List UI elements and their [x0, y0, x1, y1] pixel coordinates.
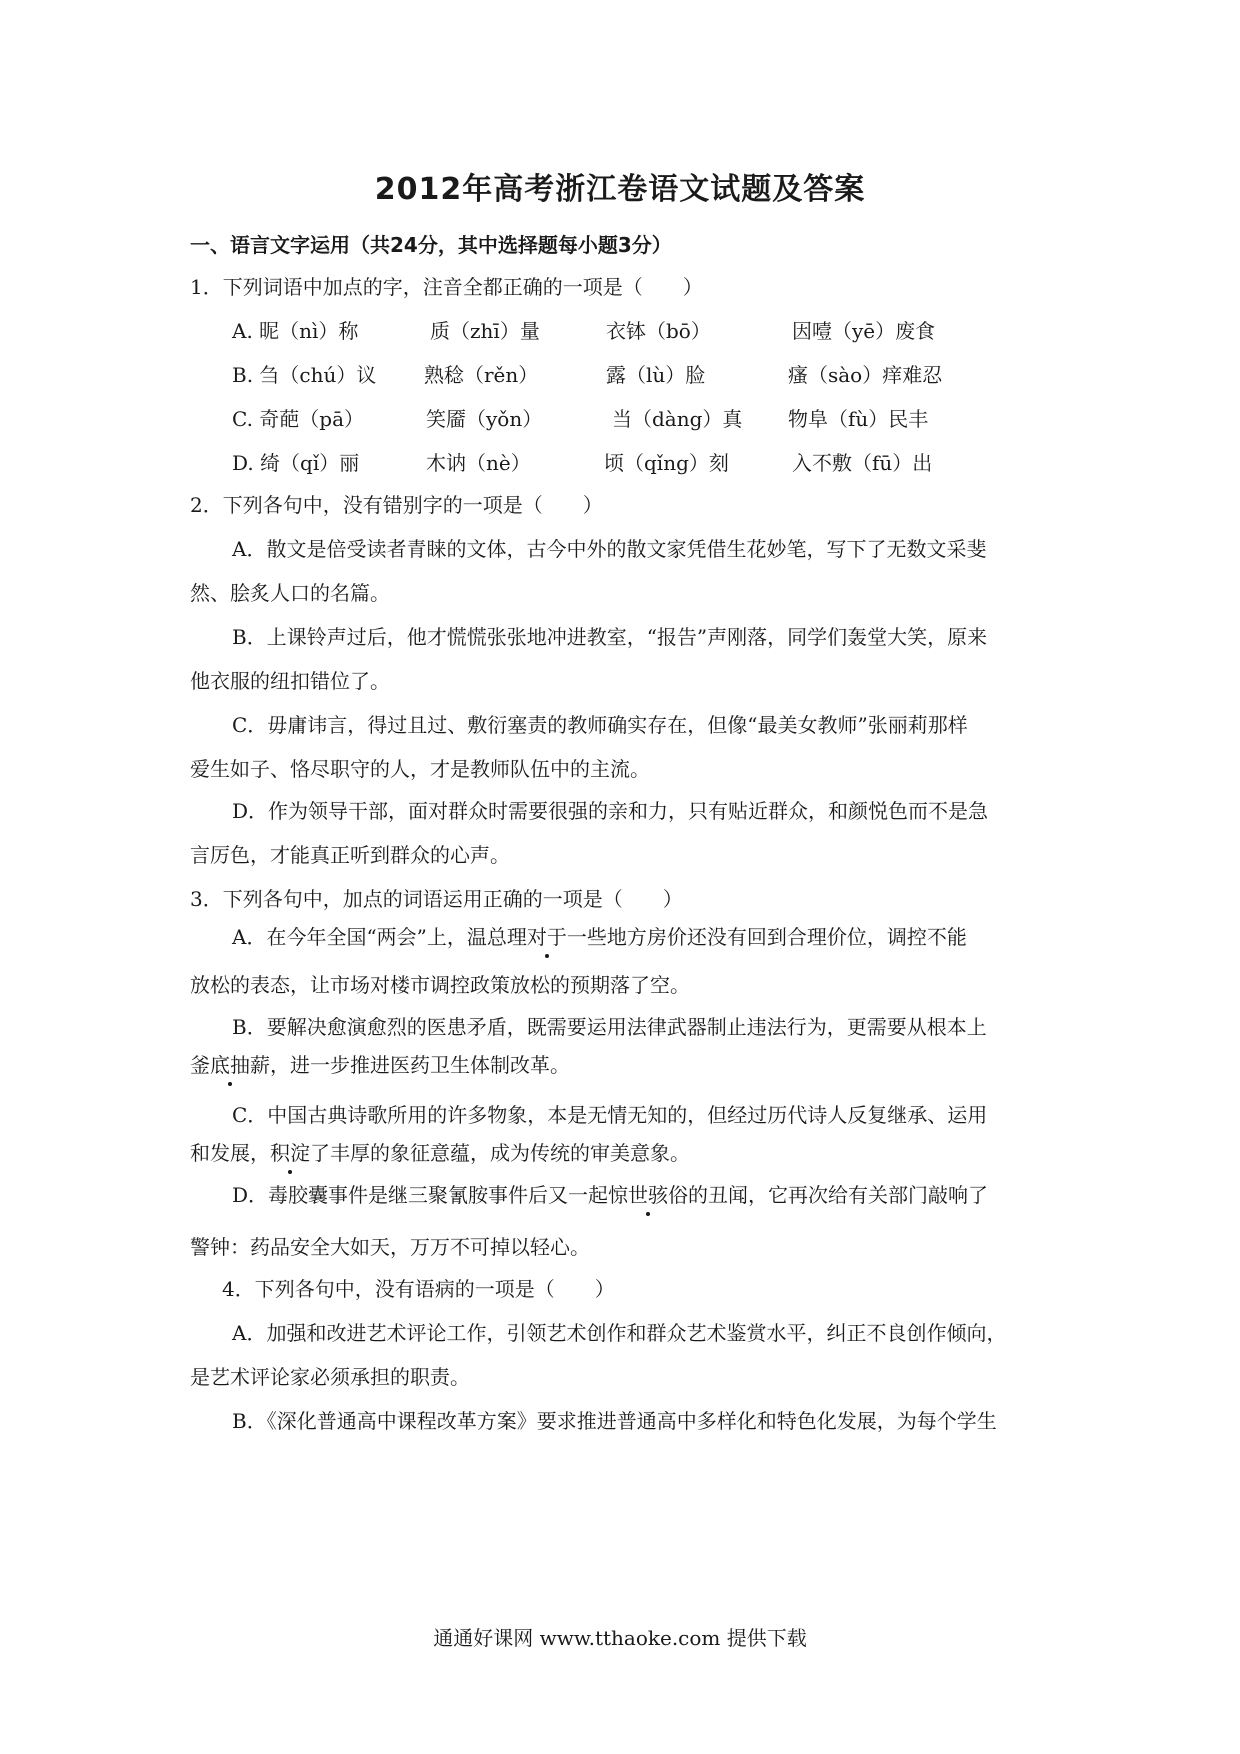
q3-option-d-line-1 — [232, 1182, 988, 1208]
q1-option-a-2: 质（zhī）量 — [430, 319, 540, 343]
q3-option-b-line-1: B．要解决愈演愈烈的医患矛盾，既需要运用法律武器制止违法行为，更需要从根本上 — [232, 1015, 987, 1039]
page-title: 2012年高考浙江卷语文试题及答案 — [374, 172, 866, 207]
q3-c-dotted-word: 积淀 — [270, 1141, 310, 1165]
q3-option-a-line-2: 放松的表态，让市场对楼市调控政策放松的预期落了空。 — [190, 973, 690, 997]
q2-option-d-line-2: 言厉色，才能真正听到群众的心声。 — [190, 843, 510, 867]
question-4-stem: 4．下列各句中，没有语病的一项是（ ） — [222, 1277, 615, 1301]
q3-a-dotted-word: 对于 — [526, 925, 567, 949]
q3-option-b-line-2 — [190, 1052, 570, 1078]
q1-option-c-3: 当（dàng）真 — [612, 407, 743, 431]
q2-option-a-line-2: 然、脍炙人口的名篇。 — [190, 581, 390, 605]
q3-c-text-post: 了丰厚的象征意蕴，成为传统的审美意象。 — [310, 1141, 690, 1165]
page-footer: 通通好课网 www.tthaoke.com 提供下载 — [433, 1626, 807, 1650]
q1-option-b-2: 熟稔（rěn） — [424, 363, 539, 387]
q2-option-b-line-1: B．上课铃声过后，他才慌慌张张地冲进教室，“报告”声刚落，同学们轰堂大笑，原来 — [232, 625, 988, 649]
section-heading: 一、语言文字运用（共24分，其中选择题每小题3分） — [190, 233, 672, 257]
q3-option-d-line-2: 警钟：药品安全大如天，万万不可掉以轻心。 — [190, 1235, 590, 1259]
q3-a-text-pre: A．在今年全国“两会”上，温总理 — [232, 925, 527, 949]
q3-option-c-line-1: C．中国古典诗歌所用的许多物象，本是无情无知的，但经过历代诗人反复继承、运用 — [232, 1103, 988, 1127]
q4-option-a-line-1: A．加强和改进艺术评论工作，引领艺术创作和群众艺术鉴赏水平，纠正不良创作倾向， — [232, 1321, 1007, 1345]
q3-b-dotted-word: 釜底抽薪 — [190, 1053, 270, 1077]
q3-d-text-pre: D．毒胶囊事件是继三聚氰胺事件后又一起 — [232, 1183, 609, 1207]
q1-option-a-1: A. 昵（nì）称 — [232, 319, 359, 343]
q1-option-c-1: C. 奇葩（pā） — [232, 407, 365, 431]
q3-option-a-line-1 — [232, 924, 967, 950]
q1-option-b-3: 露（lù）脸 — [606, 363, 706, 387]
q3-d-text-post: 的丑闻，它再次给有关部门敲响了 — [688, 1183, 989, 1207]
q1-option-d-2: 木讷（nè） — [426, 451, 531, 475]
q1-option-c-4: 物阜（fù）民丰 — [788, 407, 929, 431]
q3-option-c-line-2 — [190, 1140, 690, 1166]
q1-option-a-3: 衣钵（bō） — [606, 319, 711, 343]
q1-option-c-2: 笑靥（yǒn） — [426, 407, 543, 431]
q2-option-d-line-1: D．作为领导干部，面对群众时需要很强的亲和力，只有贴近群众，和颜悦色而不是急 — [232, 799, 989, 823]
question-1-stem: 1．下列词语中加点的字，注音全都正确的一项是（ ） — [190, 275, 703, 299]
q2-option-b-line-2: 他衣服的纽扣错位了。 — [190, 669, 390, 693]
q4-option-b-line-1: B．《深化普通高中课程改革方案》要求推进普通高中多样化和特色化发展，为每个学生 — [232, 1409, 997, 1433]
q2-option-c-line-2: 爱生如子、恪尽职守的人，才是教师队伍中的主流。 — [190, 757, 650, 781]
q1-option-b-4: 瘙（sào）痒难忍 — [788, 363, 943, 387]
q2-option-c-line-1: C．毋庸讳言，得过且过、敷衍塞责的教师确实存在，但像“最美女教师”张丽莉那样 — [232, 713, 968, 737]
q2-option-a-line-1: A．散文是倍受读者青睐的文体，古今中外的散文家凭借生花妙笔，写下了无数文采斐 — [232, 537, 987, 561]
q3-a-text-post: 一些地方房价还没有回到合理价位，调控不能 — [566, 925, 967, 949]
q3-d-dotted-word: 惊世骇俗 — [608, 1183, 689, 1207]
q1-option-d-3: 顷（qǐng）刻 — [604, 451, 729, 475]
q1-option-d-1: D. 绮（qǐ）丽 — [232, 451, 360, 475]
q1-option-a-4: 因噎（yē）废食 — [792, 319, 936, 343]
q1-option-b-1: B. 刍（chú）议 — [232, 363, 377, 387]
question-3-stem: 3．下列各句中，加点的词语运用正确的一项是（ ） — [190, 887, 683, 911]
q4-option-a-line-2: 是艺术评论家必须承担的职责。 — [190, 1365, 470, 1389]
q3-c-text-pre: 和发展， — [190, 1141, 270, 1165]
q1-option-d-4: 入不敷（fū）出 — [792, 451, 933, 475]
question-2-stem: 2．下列各句中，没有错别字的一项是（ ） — [190, 493, 603, 517]
q3-b-text-post: ，进一步推进医药卫生体制改革。 — [270, 1053, 570, 1077]
